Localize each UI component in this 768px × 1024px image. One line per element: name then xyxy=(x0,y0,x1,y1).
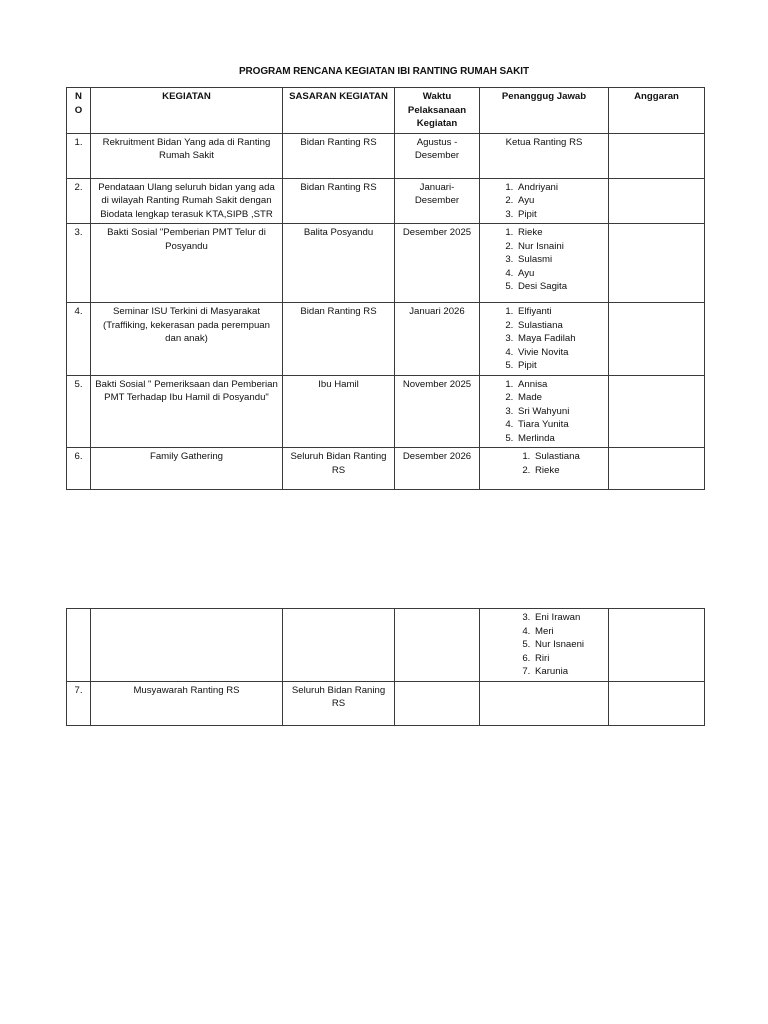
row-anggaran xyxy=(609,133,705,178)
row-sasaran: Balita Posyandu xyxy=(283,224,395,303)
row-kegiatan: Family Gathering xyxy=(91,448,283,490)
pj-list xyxy=(490,611,605,679)
table-row xyxy=(67,448,705,490)
table-row xyxy=(67,609,705,682)
table-row xyxy=(67,133,705,178)
table-row xyxy=(67,303,705,376)
row-sasaran xyxy=(283,609,395,682)
list-item: 4. Ayu xyxy=(516,267,605,281)
activity-table xyxy=(66,87,705,490)
row-penanggung-jawab xyxy=(480,609,609,682)
row-penanggung-jawab xyxy=(480,303,609,376)
activity-table-continued xyxy=(66,608,705,726)
row-kegiatan: Bakti Sosial " Pemeriksaan dan Pemberian PMT Terhadap Ibu Hamil di Posyandu" xyxy=(91,375,283,448)
list-item: 5. Merlinda xyxy=(516,432,605,446)
pj-list xyxy=(490,226,605,294)
row-waktu: Desember 2026 xyxy=(395,448,480,490)
row-penanggung-jawab xyxy=(480,224,609,303)
row-anggaran xyxy=(609,178,705,224)
table-row xyxy=(67,681,705,725)
row-anggaran xyxy=(609,681,705,725)
document-title: PROGRAM RENCANA KEGIATAN IBI RANTING RUMAH SAKIT xyxy=(238,66,529,77)
list-item: 4. Vivie Novita xyxy=(516,346,605,360)
list-item: 3. Sri Wahyuni xyxy=(516,405,605,419)
row-sasaran: Ibu Hamil xyxy=(283,375,395,448)
row-sasaran: Bidan Ranting RS xyxy=(283,133,395,178)
list-item: 3. Sulasmi xyxy=(516,253,605,267)
row-sasaran: Bidan Ranting RS xyxy=(283,178,395,224)
row-waktu xyxy=(395,681,480,725)
row-sasaran: Seluruh Bidan Raning RS xyxy=(283,681,395,725)
row-kegiatan: Pendataan Ulang seluruh bidan yang ada di wilayah Ranting Rumah Sakit dengan Biodata lengkap terasuk KTA,SIPB ,STR xyxy=(91,178,283,224)
list-item: 4. Tiara Yunita xyxy=(516,418,605,432)
table-row xyxy=(67,375,705,448)
row-penanggung-jawab xyxy=(480,448,609,490)
row-waktu: Januari 2026 xyxy=(395,303,480,376)
header-kegiatan: KEGIATAN xyxy=(91,88,283,134)
table-row xyxy=(67,224,705,303)
list-item: 2. Rieke xyxy=(533,464,605,478)
list-item: 3. Eni Irawan xyxy=(533,611,605,625)
row-no: 1. xyxy=(67,133,91,178)
row-kegiatan: Seminar ISU Terkini di Masyarakat (Traffiking, kekerasan pada perempuan dan anak) xyxy=(91,303,283,376)
table-header-row xyxy=(67,88,705,134)
row-penanggung-jawab: Ketua Ranting RS xyxy=(480,133,609,178)
list-item: 5. Nur Isnaeni xyxy=(533,638,605,652)
list-item: 5. Desi Sagita xyxy=(516,280,605,294)
row-no: 5. xyxy=(67,375,91,448)
row-anggaran xyxy=(609,375,705,448)
row-no: 7. xyxy=(67,681,91,725)
header-penanggung-jawab: Penanggug Jawab xyxy=(480,88,609,134)
list-item: 5. Pipit xyxy=(516,359,605,373)
pj-list xyxy=(490,305,605,373)
list-item: 1. Annisa xyxy=(516,378,605,392)
row-no xyxy=(67,609,91,682)
row-penanggung-jawab xyxy=(480,681,609,725)
row-sasaran: Bidan Ranting RS xyxy=(283,303,395,376)
row-kegiatan: Musyawarah Ranting RS xyxy=(91,681,283,725)
list-item: 2. Sulastiana xyxy=(516,319,605,333)
list-item: 3. Pipit xyxy=(516,208,605,222)
row-no: 2. xyxy=(67,178,91,224)
header-no: N O xyxy=(67,88,91,134)
header-anggaran: Anggaran xyxy=(609,88,705,134)
row-penanggung-jawab xyxy=(480,375,609,448)
row-anggaran xyxy=(609,303,705,376)
list-item: 1. Rieke xyxy=(516,226,605,240)
row-waktu: November 2025 xyxy=(395,375,480,448)
pj-list xyxy=(490,378,605,446)
row-anggaran xyxy=(609,609,705,682)
list-item: 2. Made xyxy=(516,391,605,405)
row-waktu: Desember 2025 xyxy=(395,224,480,303)
row-no: 3. xyxy=(67,224,91,303)
row-kegiatan: Rekruitment Bidan Yang ada di Ranting Rumah Sakit xyxy=(91,133,283,178)
list-item: 1. Elfiyanti xyxy=(516,305,605,319)
row-kegiatan xyxy=(91,609,283,682)
header-sasaran: SASARAN KEGIATAN xyxy=(283,88,395,134)
row-anggaran xyxy=(609,448,705,490)
list-item: 1. Sulastiana xyxy=(533,450,605,464)
list-item: 2. Ayu xyxy=(516,194,605,208)
list-item: 2. Nur Isnaini xyxy=(516,240,605,254)
list-item: 1. Andriyani xyxy=(516,181,605,195)
list-item: 7. Karunia xyxy=(533,665,605,679)
row-waktu: Agustus - Desember xyxy=(395,133,480,178)
pj-list xyxy=(490,181,605,222)
row-no: 4. xyxy=(67,303,91,376)
row-waktu: Januari-Desember xyxy=(395,178,480,224)
pj-list xyxy=(490,450,605,477)
list-item: 6. Riri xyxy=(533,652,605,666)
row-waktu xyxy=(395,609,480,682)
row-sasaran: Seluruh Bidan Ranting RS xyxy=(283,448,395,490)
row-kegiatan: Bakti Sosial "Pemberian PMT Telur di Posyandu xyxy=(91,224,283,303)
header-waktu: Waktu Pelaksanaan Kegiatan xyxy=(395,88,480,134)
row-no: 6. xyxy=(67,448,91,490)
list-item: 4. Meri xyxy=(533,625,605,639)
list-item: 3. Maya Fadilah xyxy=(516,332,605,346)
table-row xyxy=(67,178,705,224)
row-penanggung-jawab xyxy=(480,178,609,224)
row-anggaran xyxy=(609,224,705,303)
